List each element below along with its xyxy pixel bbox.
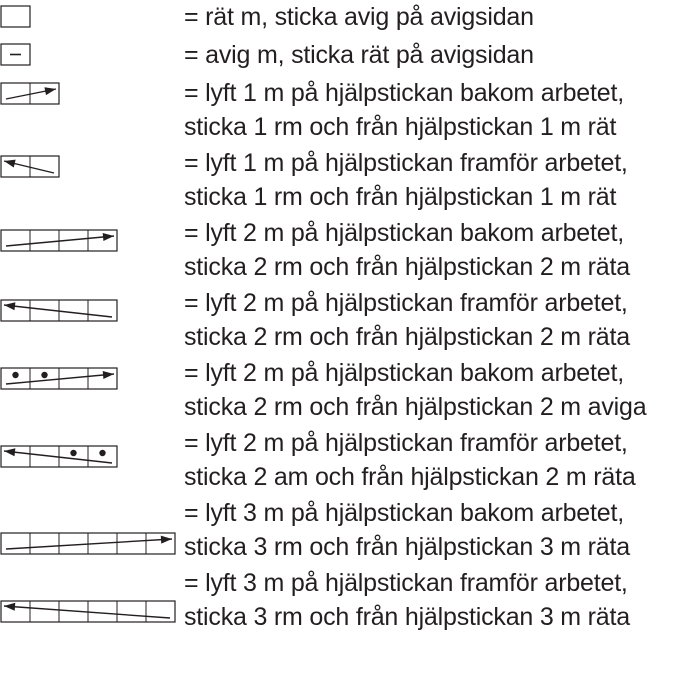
legend-description-continued: sticka 1 rm och från hjälpstickan 1 m rät bbox=[184, 113, 617, 141]
legend-description-continued: sticka 2 am och från hjälpstickan 2 m räta bbox=[184, 463, 636, 491]
stitch-symbol-arrow-left bbox=[0, 155, 60, 178]
purl-dot bbox=[12, 372, 18, 378]
legend-description-continued: sticka 1 rm och från hjälpstickan 1 m rät bbox=[184, 183, 617, 211]
stitch-symbol-dash bbox=[0, 43, 31, 66]
stitch-symbol-arrow-right bbox=[0, 532, 176, 555]
legend-description-continued: sticka 3 rm och från hjälpstickan 3 m räta bbox=[184, 603, 630, 631]
legend-description: = rät m, sticka avig på avigsidan bbox=[184, 3, 534, 31]
legend-description: = avig m, sticka rät på avigsidan bbox=[184, 41, 534, 69]
legend-description: = lyft 3 m på hjälpstickan bakom arbetet, bbox=[184, 499, 624, 527]
stitch-symbol-arrow-left bbox=[0, 600, 176, 623]
legend-description-continued: sticka 2 rm och från hjälpstickan 2 m räta bbox=[184, 253, 630, 281]
stitch-symbol-arrow-left bbox=[0, 299, 118, 322]
legend-description-continued: sticka 3 rm och från hjälpstickan 3 m räta bbox=[184, 533, 630, 561]
stitch-symbol-arrow-right bbox=[0, 229, 118, 252]
legend-description: = lyft 2 m på hjälpstickan framför arbetet, bbox=[184, 289, 628, 317]
symbol-box bbox=[1, 6, 30, 27]
stitch-symbol-arrow-right bbox=[0, 367, 118, 390]
legend-description: = lyft 2 m på hjälpstickan bakom arbetet, bbox=[184, 219, 624, 247]
purl-dot bbox=[70, 450, 76, 456]
legend-description-continued: sticka 2 rm och från hjälpstickan 2 m räta bbox=[184, 323, 630, 351]
stitch-symbol-arrow-left bbox=[0, 445, 118, 468]
legend-description: = lyft 3 m på hjälpstickan framför arbetet, bbox=[184, 569, 628, 597]
purl-dot bbox=[99, 450, 105, 456]
purl-dot bbox=[41, 372, 47, 378]
stitch-symbol-arrow-right bbox=[0, 82, 60, 105]
legend-description: = lyft 1 m på hjälpstickan bakom arbetet, bbox=[184, 79, 624, 107]
legend-description-continued: sticka 2 rm och från hjälpstickan 2 m aviga bbox=[184, 393, 647, 421]
legend-description: = lyft 1 m på hjälpstickan framför arbetet, bbox=[184, 149, 628, 177]
legend-description: = lyft 2 m på hjälpstickan bakom arbetet, bbox=[184, 359, 624, 387]
legend-description: = lyft 2 m på hjälpstickan framför arbetet, bbox=[184, 429, 628, 457]
stitch-symbol-plain bbox=[0, 5, 31, 28]
